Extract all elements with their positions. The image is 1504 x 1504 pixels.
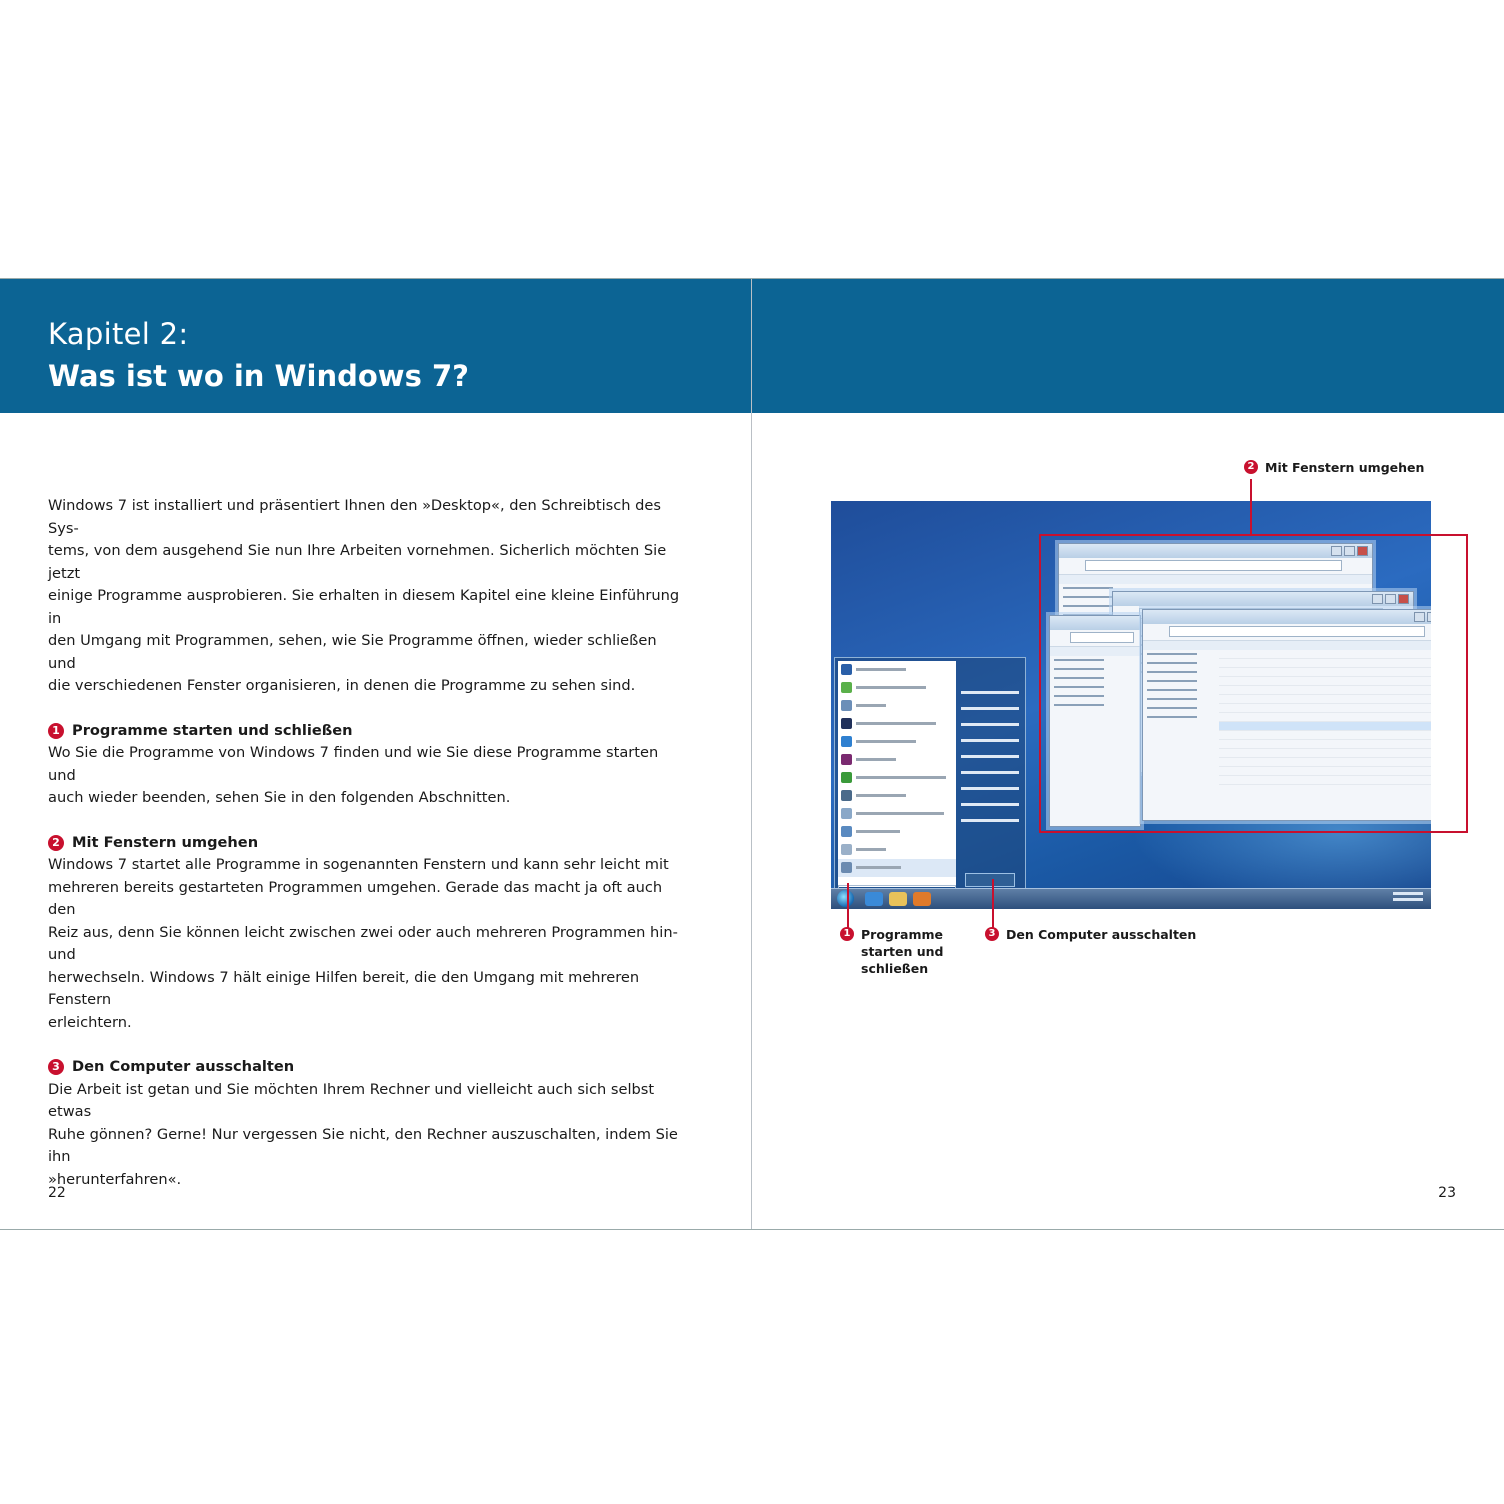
start-orb-icon [837, 890, 854, 907]
intro-line: die verschiedenen Fenster organisieren, in denen die Programme zu sehen sind. [48, 677, 636, 694]
callout-label: Programme [861, 927, 943, 942]
chapter-banner [752, 279, 1504, 413]
start-menu-places [961, 678, 1019, 835]
callout-line [992, 879, 994, 929]
start-menu [834, 657, 1026, 891]
intro-line: Windows 7 ist installiert und präsentiert Ihnen den »Desktop«, den Schreibtisch des Sys- [48, 497, 662, 537]
chapter-body [48, 495, 688, 1213]
section-line: Die Arbeit ist getan und Sie möchten Ihrem Rechner und vielleicht auch sich selbst etwas [48, 1080, 655, 1120]
intro-line: tems, von dem ausgehend Sie nun Ihre Arbeiten vornehmen. Sicherlich möchten Sie jetzt [48, 542, 667, 582]
section-heading [48, 720, 688, 743]
callout-programme [840, 926, 943, 977]
callout-ausschalten [985, 926, 1196, 943]
book-spread [0, 278, 1504, 1230]
section-programme [48, 720, 688, 810]
section-heading-text: Programme starten und schließen [72, 721, 353, 739]
start-menu-programs [838, 661, 956, 887]
number-badge: 3 [48, 1059, 64, 1075]
intro-line: den Umgang mit Programmen, sehen, wie Sie Programme öffnen, wieder schließen und [48, 632, 657, 672]
section-fenster [48, 832, 688, 1035]
intro-line: einige Programme ausprobieren. Sie erhalten in diesem Kapitel eine kleine Einführung in [48, 587, 680, 627]
chapter-title: Was ist wo in Windows 7? [48, 359, 469, 393]
section-line: auch wieder beenden, sehen Sie in den folgenden Abschnitten. [48, 789, 511, 806]
callout-label: starten und [861, 944, 944, 959]
page-number: 23 [1438, 1185, 1456, 1201]
right-page [752, 279, 1504, 1229]
callout-line [1250, 479, 1252, 535]
left-page [0, 279, 752, 1229]
page-number: 22 [48, 1185, 66, 1201]
number-badge: 2 [48, 835, 64, 851]
callout-label: Den Computer ausschalten [1006, 927, 1197, 942]
section-line: Reiz aus, denn Sie können leicht zwischen zwei oder auch mehreren Programmen hin- und [48, 923, 678, 963]
explorer-taskbar-icon [889, 892, 907, 906]
section-line: mehreren bereits gestarteten Programmen umgehen. Gerade das macht ja oft auch den [48, 878, 663, 918]
section-heading-text: Mit Fenstern umgehen [72, 833, 259, 851]
intro-paragraph [48, 495, 688, 698]
media-player-taskbar-icon [913, 892, 931, 906]
callout-line [847, 883, 849, 929]
section-line: Windows 7 startet alle Programme in sogenannten Fenstern und kann sehr leicht mit [48, 856, 669, 873]
number-badge: 1 [48, 723, 64, 739]
section-line: herwechseln. Windows 7 hält einige Hilfen bereit, die den Umgang mit mehreren Fenstern [48, 968, 640, 1008]
section-line: erleichtern. [48, 1013, 132, 1031]
callout-label: Mit Fenstern umgehen [1265, 460, 1425, 475]
section-line: »herunterfahren«. [48, 1170, 182, 1188]
section-line: Ruhe gönnen? Gerne! Nur vergessen Sie nicht, den Rechner auszuschalten, indem Sie ihn [48, 1125, 678, 1165]
section-heading-text: Den Computer ausschalten [72, 1058, 295, 1075]
shutdown-button [965, 873, 1015, 887]
section-heading [48, 832, 688, 855]
taskbar [831, 888, 1431, 909]
number-badge: 1 [840, 927, 854, 941]
section-ausschalten [48, 1056, 688, 1191]
section-heading [48, 1056, 688, 1079]
section-line: Wo Sie die Programme von Windows 7 finden und wie Sie diese Programme starten und [48, 744, 659, 784]
callout-fenster [1244, 459, 1424, 476]
chapter-label: Kapitel 2: [48, 317, 189, 351]
ie-taskbar-icon [865, 892, 883, 906]
number-badge: 3 [985, 927, 999, 941]
chapter-banner [0, 279, 751, 413]
number-badge: 2 [1244, 460, 1258, 474]
clock [1393, 892, 1423, 904]
windows-highlight-box [1039, 534, 1468, 833]
callout-label: schließen [861, 961, 929, 976]
